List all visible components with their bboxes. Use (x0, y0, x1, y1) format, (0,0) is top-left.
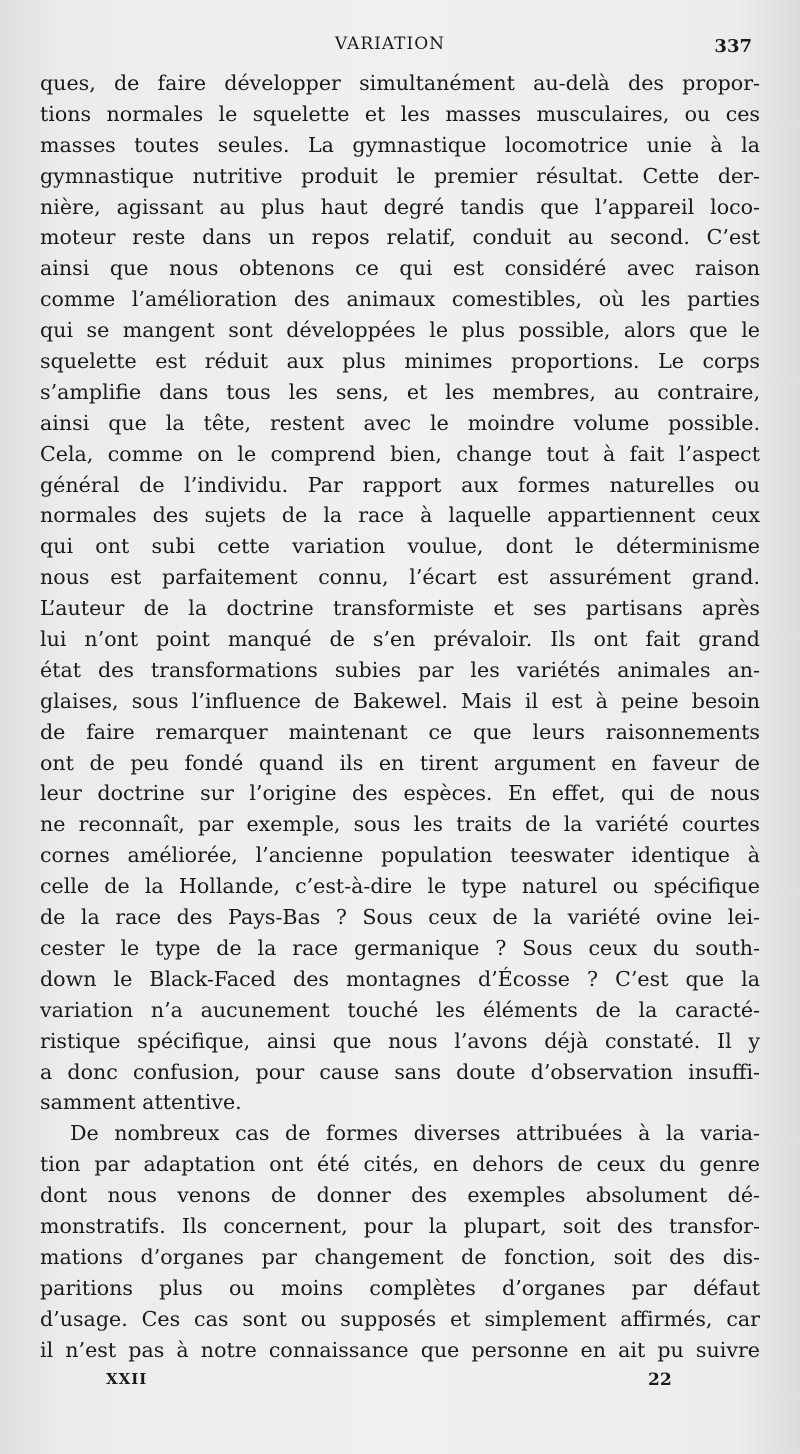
page-number: 337 (714, 36, 752, 57)
text-line: samment attentive. (40, 1090, 242, 1115)
text-line: cester le type de la race germanique ? Sous ceux du south- (40, 935, 760, 960)
text-line: d’usage. Ces cas sont ou supposés et simplement affirmés, car (40, 1306, 760, 1331)
text-line: ques, de faire développer simultanément au-delà des propor- (40, 71, 760, 95)
text-line: comme l’amélioration des animaux comestibles, où les parties (40, 287, 760, 312)
text-line: lui n’ont point manqué de s’en prévaloir. Ils ont fait grand (40, 627, 760, 652)
text-line: L’auteur de la doctrine transformiste et ses partisans après (40, 596, 760, 621)
text-line: tion par adaptation ont été cités, en dehors de ceux du genre (40, 1152, 760, 1177)
text-line: glaises, sous l’influence de Bakewel. Mais il est à peine besoin (40, 688, 760, 713)
signature-mark: XXII (106, 1370, 148, 1388)
text-line: nière, agissant au plus haut degré tandis que l’appareil loco- (40, 194, 760, 219)
text-line: down le Black-Faced des montagnes d’Écosse ? C’est que la (40, 966, 760, 991)
text-line: squelette est réduit aux plus minimes proportions. Le corps (40, 349, 760, 374)
text-line: il n’est pas à notre connaissance que personne en ait pu suivre (40, 1337, 760, 1362)
text-line: qui ont subi cette variation voulue, dont le déterminisme (40, 534, 760, 559)
text-line: de faire remarquer maintenant ce que leurs raisonnements (40, 719, 760, 744)
text-line: a donc confusion, pour cause sans doute d’observation insuffi- (40, 1059, 760, 1084)
text-line: ne reconnaît, par exemple, sous les traits de la variété courtes (40, 812, 760, 837)
text-line: ont de peu fondé quand ils en tirent argument en faveur de (40, 750, 760, 775)
body-text (40, 68, 760, 1365)
text-line: masses toutes seules. La gymnastique locomotrice unie à la (40, 132, 760, 157)
text-line: ainsi que la tête, restent avec le moindre volume possible. (40, 410, 760, 435)
text-line: De nombreux cas de formes diverses attribuées à la varia- (70, 1121, 760, 1146)
text-line: moteur reste dans un repos relatif, conduit au second. C’est (40, 225, 760, 250)
paragraph (40, 1118, 760, 1365)
text-line: ainsi que nous obtenons ce qui est considéré avec raison (40, 256, 760, 281)
text-line: leur doctrine sur l’origine des espèces. En effet, qui de nous (40, 781, 760, 806)
text-line: variation n’a aucunement touché les éléments de la caracté- (40, 997, 760, 1022)
text-line: qui se mangent sont développées le plus possible, alors que le (40, 318, 760, 343)
text-line: cornes améliorée, l’ancienne population teeswater identique à (40, 843, 760, 868)
text-line: monstratifs. Ils concernent, pour la plupart, soit des transfor- (40, 1213, 760, 1238)
text-line: gymnastique nutritive produit le premier résultat. Cette der- (40, 163, 760, 188)
text-line: ristique spécifique, ainsi que nous l’avons déjà constaté. Il y (40, 1028, 760, 1053)
text-line: mations d’organes par changement de fonction, soit des dis- (40, 1244, 760, 1269)
text-line: dont nous venons de donner des exemples absolument dé- (40, 1183, 760, 1208)
running-title: VARIATION (334, 34, 446, 54)
text-line: s’amplifie dans tous les sens, et les membres, au contraire, (40, 379, 760, 404)
page-footer (0, 1370, 800, 1394)
signature-number: 22 (648, 1370, 672, 1390)
text-line: paritions plus ou moins complètes d’organes par défaut (40, 1275, 760, 1300)
running-head (0, 34, 800, 60)
text-line: tions normales le squelette et les masses musculaires, ou ces (40, 101, 760, 126)
text-line: général de l’individu. Par rapport aux formes naturelles ou (40, 472, 760, 497)
text-line: Cela, comme on le comprend bien, change tout à fait l’aspect (40, 441, 760, 466)
text-line: de la race des Pays-Bas ? Sous ceux de la variété ovine lei- (40, 905, 760, 930)
text-line: normales des sujets de la race à laquelle appartiennent ceux (40, 503, 760, 528)
text-line: état des transformations subies par les variétés animales an- (40, 657, 760, 682)
text-line: nous est parfaitement connu, l’écart est assurément grand. (40, 565, 760, 590)
text-line: celle de la Hollande, c’est-à-dire le type naturel ou spécifique (40, 874, 760, 899)
paragraph (40, 68, 760, 1118)
